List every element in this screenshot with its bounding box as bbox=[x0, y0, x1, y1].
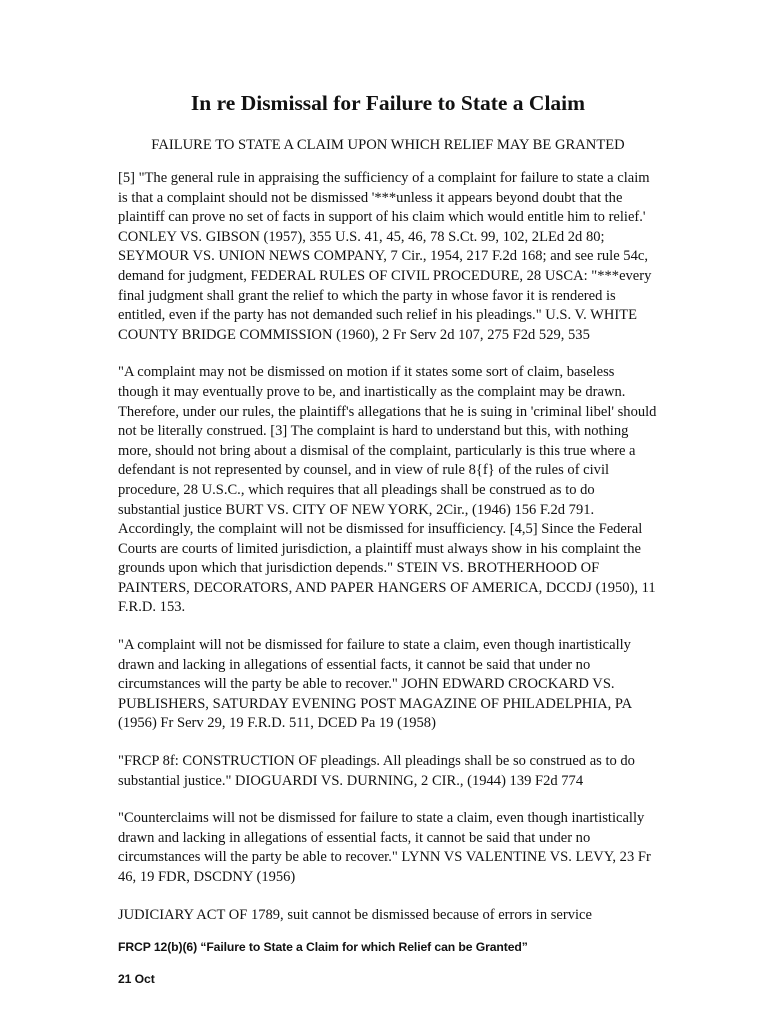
date-label: 21 Oct bbox=[118, 972, 155, 987]
paragraph-judiciary-act: JUDICIARY ACT OF 1789, suit cannot be dismissed because of errors in service bbox=[118, 906, 592, 923]
frcp-12b6-heading: FRCP 12(b)(6) “Failure to State a Claim for which Relief can be Granted” bbox=[118, 940, 528, 955]
paragraph-frcp-8f: "FRCP 8f: CONSTRUCTION OF pleadings. All pleadings shall be so construed as to do substantial justice." DIOGUARDI VS. DURNING, 2 CIR., (1944) 139 F2d 774 bbox=[118, 753, 635, 789]
document-page bbox=[118, 88, 658, 1003]
document-title: In re Dismissal for Failure to State a Claim bbox=[190, 91, 586, 115]
paragraph-conley-gibson: [5] "The general rule in appraising the sufficiency of a complaint for failure to state a claim is that a complaint should not be dismissed '***unless it appears beyond doubt that the plaintiff can prove no set of facts in support of his claim which would entitle him to relief.' CONLEY VS. GIBSON (1957), 355 U.S. 41, 45, 46, 78 S.Ct. 99, 102, 2LEd 2d 80; SEYMOUR VS. UNION NEWS COMPANY, 7 Cir., 1954, 217 F.2d 168; and see rule 54c, demand for judgment, FEDERAL RULES OF CIVIL PROCEDURE, 28 USCA: "***every final judgment shall grant the relief to which the party in whose favor it is rendered is entitled, even if the party has not demanded such relief in his pleadings." U.S. V. WHITE COUNTY BRIDGE COMMISSION (1960), 2 Fr Serv 2d 107, 275 F2d 529, 535 bbox=[118, 170, 652, 343]
document-subtitle: FAILURE TO STATE A CLAIM UPON WHICH RELIEF MAY BE GRANTED bbox=[151, 137, 625, 153]
paragraph-stein-brotherhood: "A complaint may not be dismissed on motion if it states some sort of claim, baseless though it may eventually prove to be, and inartistically as the complaint may be drawn. Therefore, under our rules, the plaintiff's allegations that he is suing in 'criminal libel' should not be literally construed. [3] The complaint is hard to understand but this, with nothing more, should not bring about a dismisal of the complaint, particularly is this true where a defendant is not represented by counsel, and in view of rule 8{f} of the rules of civil procedure, 28 U.S.C., which requires that all pleadings shall be construed as to do substantial justice BURT VS. CITY OF NEW YORK, 2Cir., (1946) 156 F.2d 791. Accordingly, the complaint will not be dismissed for insufficiency. [4,5] Since the Federal Courts are courts of limited jurisdiction, a plaintiff must always show in his complaint the grounds upon which that jurisdiction depends." STEIN VS. BROTHERHOOD OF PAINTERS, DECORATORS, AND PAPER HANGERS OF AMERICA, DCCDJ (1950), 11 F.R.D. 153. bbox=[118, 364, 657, 616]
paragraph-crockard: "A complaint will not be dismissed for failure to state a claim, even though inartistically drawn and lacking in allegations of essential facts, it cannot be said that under no circumstances will the party be able to recover." JOHN EDWARD CROCKARD VS. PUBLISHERS, SATURDAY EVENING POST MAGAZINE OF PHILADELPHIA, PA (1956) Fr Serv 29, 19 F.R.D. 511, DCED Pa 19 (1958) bbox=[118, 637, 632, 732]
paragraph-counterclaims: "Counterclaims will not be dismissed for failure to state a claim, even though inartistically drawn and lacking in allegations of essential facts, it cannot be said that under no circumstances will the party be able to recover." LYNN VS VALENTINE VS. LEVY, 23 Fr 46, 19 FDR, DSCDNY (1956) bbox=[118, 810, 651, 885]
